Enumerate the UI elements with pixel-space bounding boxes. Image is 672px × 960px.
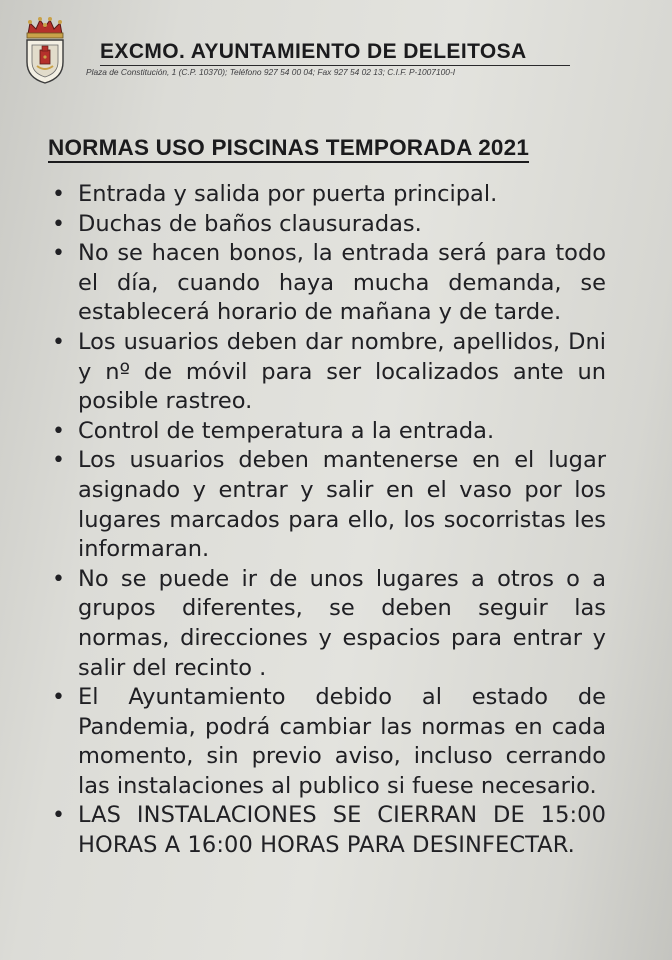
rule-text: El Ayuntamiento debido al estado de Pandemia, podrá cambiar las normas en cada momento, sin previo aviso, incluso cerrando las instalaciones al publico si fuese necesario. [78,684,606,799]
bullet-icon: • [52,448,65,474]
rule-text: Duchas de baños clausuradas. [78,210,422,237]
rule-item [50,180,606,210]
bullet-icon: • [52,211,65,237]
rule-item [50,239,606,328]
rule-item [50,683,606,801]
bullet-icon: • [52,566,65,592]
rule-text: Entrada y salida por puerta principal. [78,181,498,207]
rule-item [50,328,606,417]
bullet-icon: • [52,803,65,829]
organization-name: EXCMO. AYUNTAMIENTO DE DELEITOSA [100,40,570,66]
rule-text: Los usuarios deben dar nombre, apellidos, Dni y nº de móvil para ser localizados ante un posible rastreo. [78,328,606,415]
rule-text: No se puede ir de unos lugares a otros o a grupos diferentes, se deben seguir las normas, direcciones y espacios para entrar y salir del recinto . [78,565,606,681]
bullet-icon: • [52,418,65,444]
bullet-icon: • [52,329,65,355]
rule-text: Los usuarios deben mantenerse en el lugar asignado y entrar y salir en el vaso por los lugares marcados para ello, los socorristas les informaran. [78,447,606,563]
rule-item [50,801,606,860]
rule-text: No se hacen bonos, la entrada será para todo el día, cuando haya mucha demanda, se establecerá horario de mañana y de tarde. [78,240,606,326]
rule-item [50,446,606,564]
rules-list [50,180,606,861]
municipal-coat-of-arms-icon [22,14,68,86]
rule-item [50,417,606,447]
rule-item [50,565,606,683]
organization-address: Plaza de Constitución, 1 (C.P. 10370); Teléfono 927 54 00 04; Fax 927 54 02 13; C.I.F. P-1007100-I [86,67,456,77]
bullet-icon: • [52,241,65,267]
rule-text: LAS INSTALACIONES SE CIERRAN DE 15:00 HORAS A 16:00 HORAS PARA DESINFECTAR. [78,802,606,859]
bullet-icon: • [52,182,65,207]
rule-item [50,210,606,240]
bullet-icon: • [52,685,65,711]
rule-text: Control de temperatura a la entrada. [78,417,495,444]
document-title: NORMAS USO PISCINAS TEMPORADA 2021 [48,134,529,163]
